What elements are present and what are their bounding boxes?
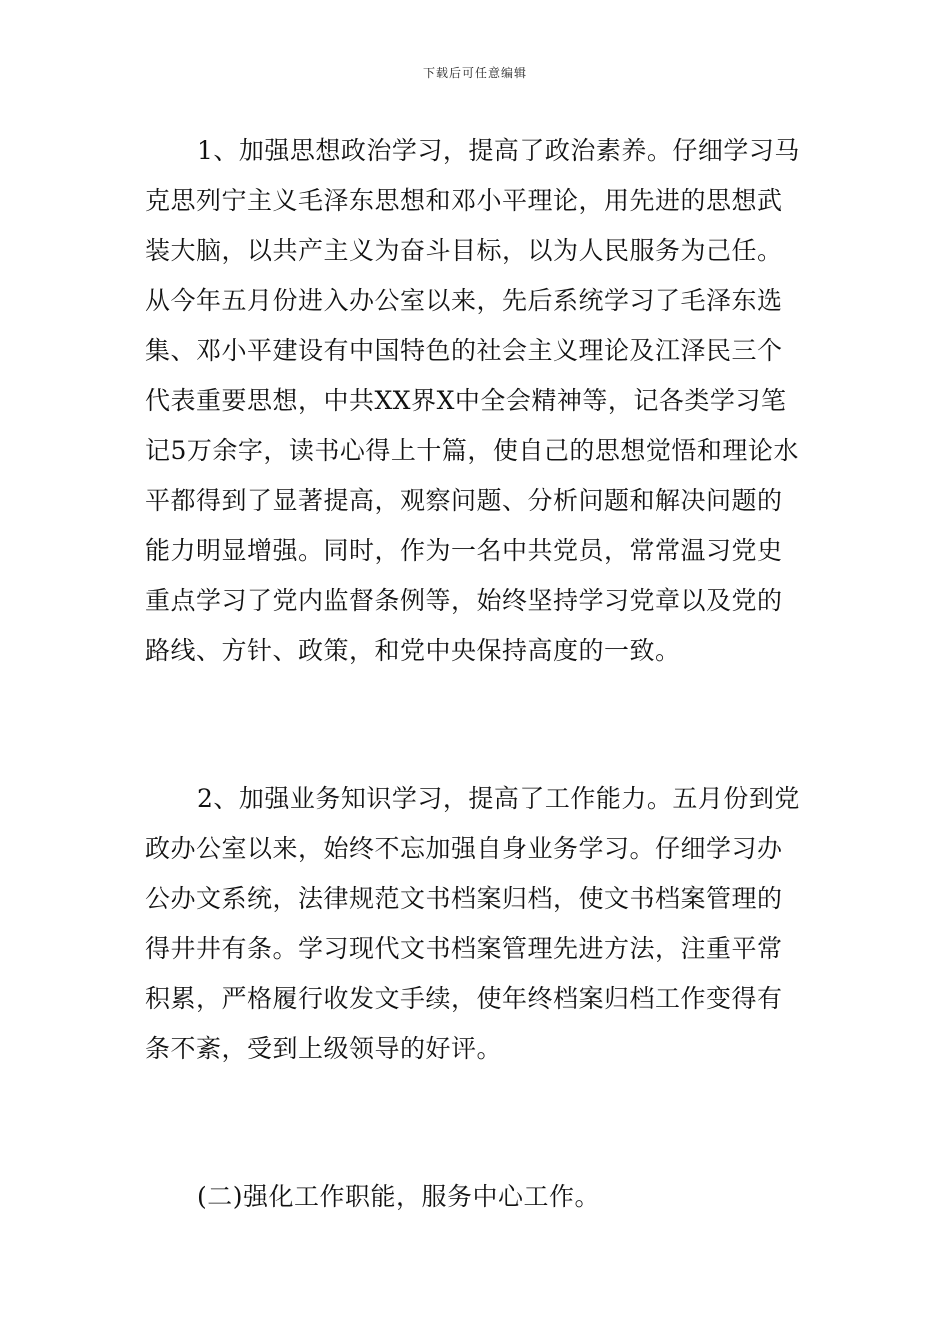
paragraph-line: 路线、方针、政策，和党中央保持高度的一致。	[145, 636, 681, 665]
section-heading-text: (二)强化工作职能，服务中心工作。	[197, 1182, 601, 1211]
page-header: 下载后可任意编辑	[422, 66, 527, 80]
paragraph-line: 从今年五月份进入办公室以来，先后系统学习了毛泽东选	[145, 286, 783, 315]
paragraph-line: 积累，严格履行收发文手续，使年终档案归档工作变得有	[145, 984, 783, 1013]
paragraph-business-study	[145, 774, 813, 1074]
paragraph-line: 能力明显增强。同时，作为一名中共党员，常常温习党史	[145, 536, 783, 565]
paragraph-line: 克思列宁主义毛泽东思想和邓小平理论，用先进的思想武	[145, 186, 783, 215]
paragraph-line: 政办公室以来，始终不忘加强自身业务学习。仔细学习办	[145, 834, 783, 863]
paragraph-line: 条不紊，受到上级领导的好评。	[145, 1034, 503, 1063]
paragraph-political-study	[145, 126, 813, 676]
paragraph-line: 重点学习了党内监督条例等，始终坚持学习党章以及党的	[145, 586, 783, 615]
paragraph-line: 记5万余字，读书心得上十篇，使自己的思想觉悟和理论水	[145, 436, 799, 465]
paragraph-line: 平都得到了显著提高，观察问题、分析问题和解决问题的	[145, 486, 783, 515]
paragraph-line: 装大脑，以共产主义为奋斗目标，以为人民服务为己任。	[145, 236, 783, 265]
paragraph-line: 得井井有条。学习现代文书档案管理先进方法，注重平常	[145, 934, 783, 963]
paragraph-line: 1、加强思想政治学习，提高了政治素养。仔细学习马	[197, 136, 800, 165]
paragraph-line: 2、加强业务知识学习，提高了工作能力。五月份到党	[197, 784, 800, 813]
section-heading	[145, 1172, 813, 1222]
paragraph-line: 集、邓小平建设有中国特色的社会主义理论及江泽民三个	[145, 336, 783, 365]
paragraph-line: 公办文系统，法律规范文书档案归档，使文书档案管理的	[145, 884, 783, 913]
paragraph-line: 代表重要思想，中共XX界X中全会精神等，记各类学习笔	[145, 386, 787, 415]
